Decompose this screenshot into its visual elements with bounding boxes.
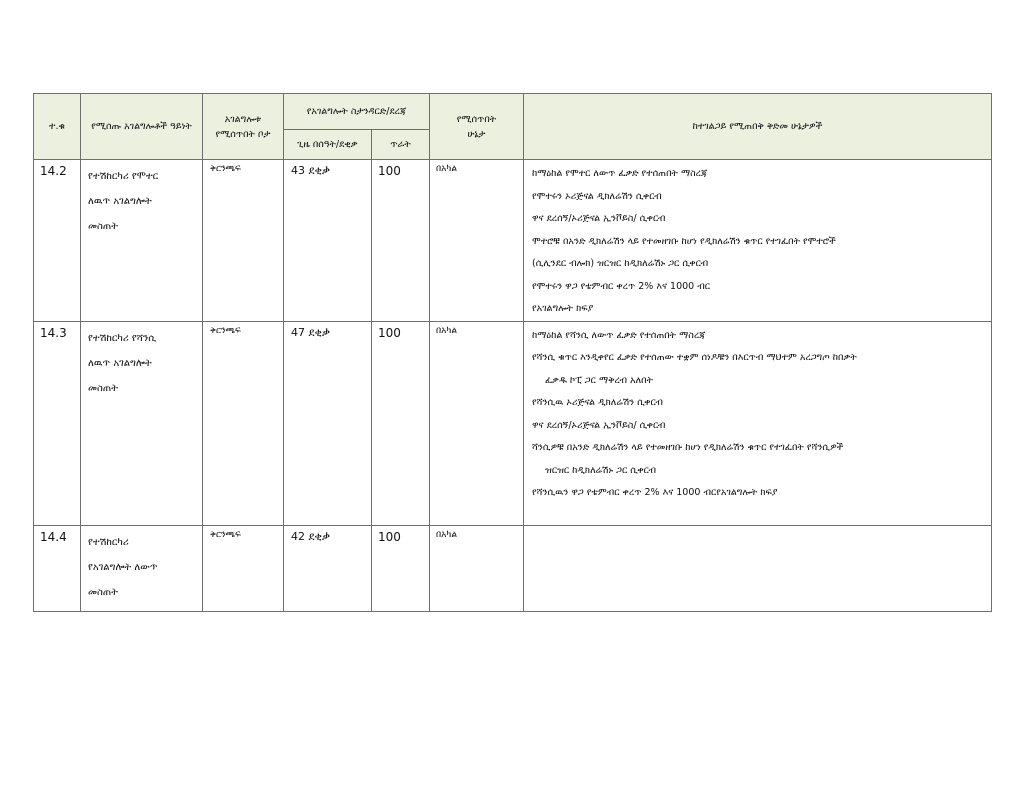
requirements-cell: [524, 525, 992, 611]
requirement-item: ሞተሮቹ በአንድ ዲክለሬሽን ላይ የተመዘገቡ ከሆነ የዲክለሬሽን ቁጥር የተገፈበት የሞተሮች: [532, 235, 836, 247]
service-name-line: የአገልግሎት ለውጥ: [88, 561, 158, 573]
header-standard: የአገልግሎት ስታንዳርድ/ደረጃ: [284, 94, 430, 130]
header-delivery-mode: የሚሰጥበት ሁኔታ: [430, 94, 524, 160]
service-name-line: የተሽከርካሪ: [88, 536, 129, 548]
service-place: ቅርንጫፍ: [203, 525, 284, 611]
service-name-line: መስጠት: [88, 586, 118, 598]
service-place: ቅርንጫፍ: [203, 321, 284, 525]
service-quality: 100: [372, 525, 430, 611]
service-time: 42 ደቂቃ: [284, 525, 372, 611]
header-service-type: የሚሰጡ አገልግሎቶች ዓይነት: [81, 94, 203, 160]
requirement-item: የሻንሲ ቁጥር እንዲቀየር ፈቃድ የተሰጠው ተቋም ሰነዶቹን በእርጥብ ማህተም አረጋግጦ ከበቃት: [532, 352, 857, 363]
table-row: [34, 321, 992, 525]
requirement-item: ዋና ደረሰኝ/ኦሪጅናል ኢንቮይስ/ ሲቀርብ: [532, 419, 666, 431]
service-name-line: የተሽከርካሪ የሻንሲ: [88, 332, 157, 344]
requirement-item: ዝርዝር ከዲክለሬሽኑ ጋር ሲቀርብ: [545, 464, 657, 476]
header-no: ተ.ቁ: [34, 94, 81, 160]
service-name: [81, 525, 203, 611]
requirement-item: (ሲሊንደር ብሎክ) ዝርዝር ከዲክለሬሽኑ ጋር ሲቀርብ: [532, 258, 709, 269]
header-service-place: አገልግሎቱ የሚሰጥበት ቦታ: [203, 94, 284, 160]
table-row: [34, 160, 992, 322]
requirement-item: የሻንሲዉን ዋጋ የቴምብር ቀረጥ 2% እና 1000 ብርየአገልግሎት ክፍያ: [532, 487, 778, 498]
requirement-item: የሞተሩን ኦሪጅናል ዲክለሬሽን ሲቀርብ: [532, 190, 662, 202]
delivery-mode: በአካል: [430, 321, 524, 525]
requirement-item: ከማዕከል የሻንሲ ለውጥ ፈቃድ የተሰጠበት ማስረጃ: [532, 329, 706, 341]
row-number: 14.4: [34, 525, 81, 611]
header-time: ጊዜ በሰዓት/ደቂቃ: [284, 130, 372, 160]
requirement-item: ከማዕከል የሞተር ለውጥ ፈቃድ የተሰጠበት ማስረጃ: [532, 168, 708, 179]
requirement-item: የሞተሩን ዋጋ የቴምብር ቀረጥ 2% እና 1000 ብር: [532, 280, 711, 292]
service-time: 43 ደቂቃ: [284, 160, 372, 322]
requirement-item: ሻንሲዎቹ በአንድ ዲክለሬሽን ላይ የተመዘገቡ ከሆነ የዲክለሬሽን ቁጥር የተገፈበት የሻንሲዎች: [532, 442, 844, 453]
service-quality: 100: [372, 160, 430, 322]
row-number: 14.3: [34, 321, 81, 525]
requirement-item: የሻንሲዉ ኦሪጅናል ዲክለሬሽን ሲቀርብ: [532, 397, 663, 408]
header-prerequisites: ከተገልጋይ የሚጠበቅ ቅድመ ሁኔታዎች: [524, 94, 992, 160]
service-place: ቅርንጫፍ: [203, 160, 284, 322]
service-time: 47 ደቂቃ: [284, 321, 372, 525]
service-name: [81, 160, 203, 322]
service-name-line: መስጠት: [88, 221, 118, 232]
requirement-item: የአገልግሎት ክፍያ: [532, 303, 594, 314]
service-quality: 100: [372, 321, 430, 525]
header-quality: ጥራት: [372, 130, 430, 160]
requirements-cell: [524, 160, 992, 322]
service-name-line: የተሽከርካሪ የሞተር: [88, 171, 159, 182]
service-name-line: ለዉጥ አገልግሎት: [88, 196, 152, 207]
delivery-mode: በአካል: [430, 160, 524, 322]
row-number: 14.2: [34, 160, 81, 322]
requirement-item: ዋና ደረሰኝ/ኦሪጅናል ኢንቮይስ/ ሲቀርብ: [532, 213, 666, 224]
requirement-item: ፈቃዱ ኮፒ ጋር ማቅረብ አለበት: [545, 374, 654, 386]
service-name: [81, 321, 203, 525]
service-name-line: መስጠት: [88, 382, 118, 394]
delivery-mode: በአካል: [430, 525, 524, 611]
table-row: [34, 525, 992, 611]
service-standard-table: [33, 93, 992, 612]
requirements-cell: [524, 321, 992, 525]
service-name-line: ለዉጥ አገልግሎት: [88, 357, 152, 369]
